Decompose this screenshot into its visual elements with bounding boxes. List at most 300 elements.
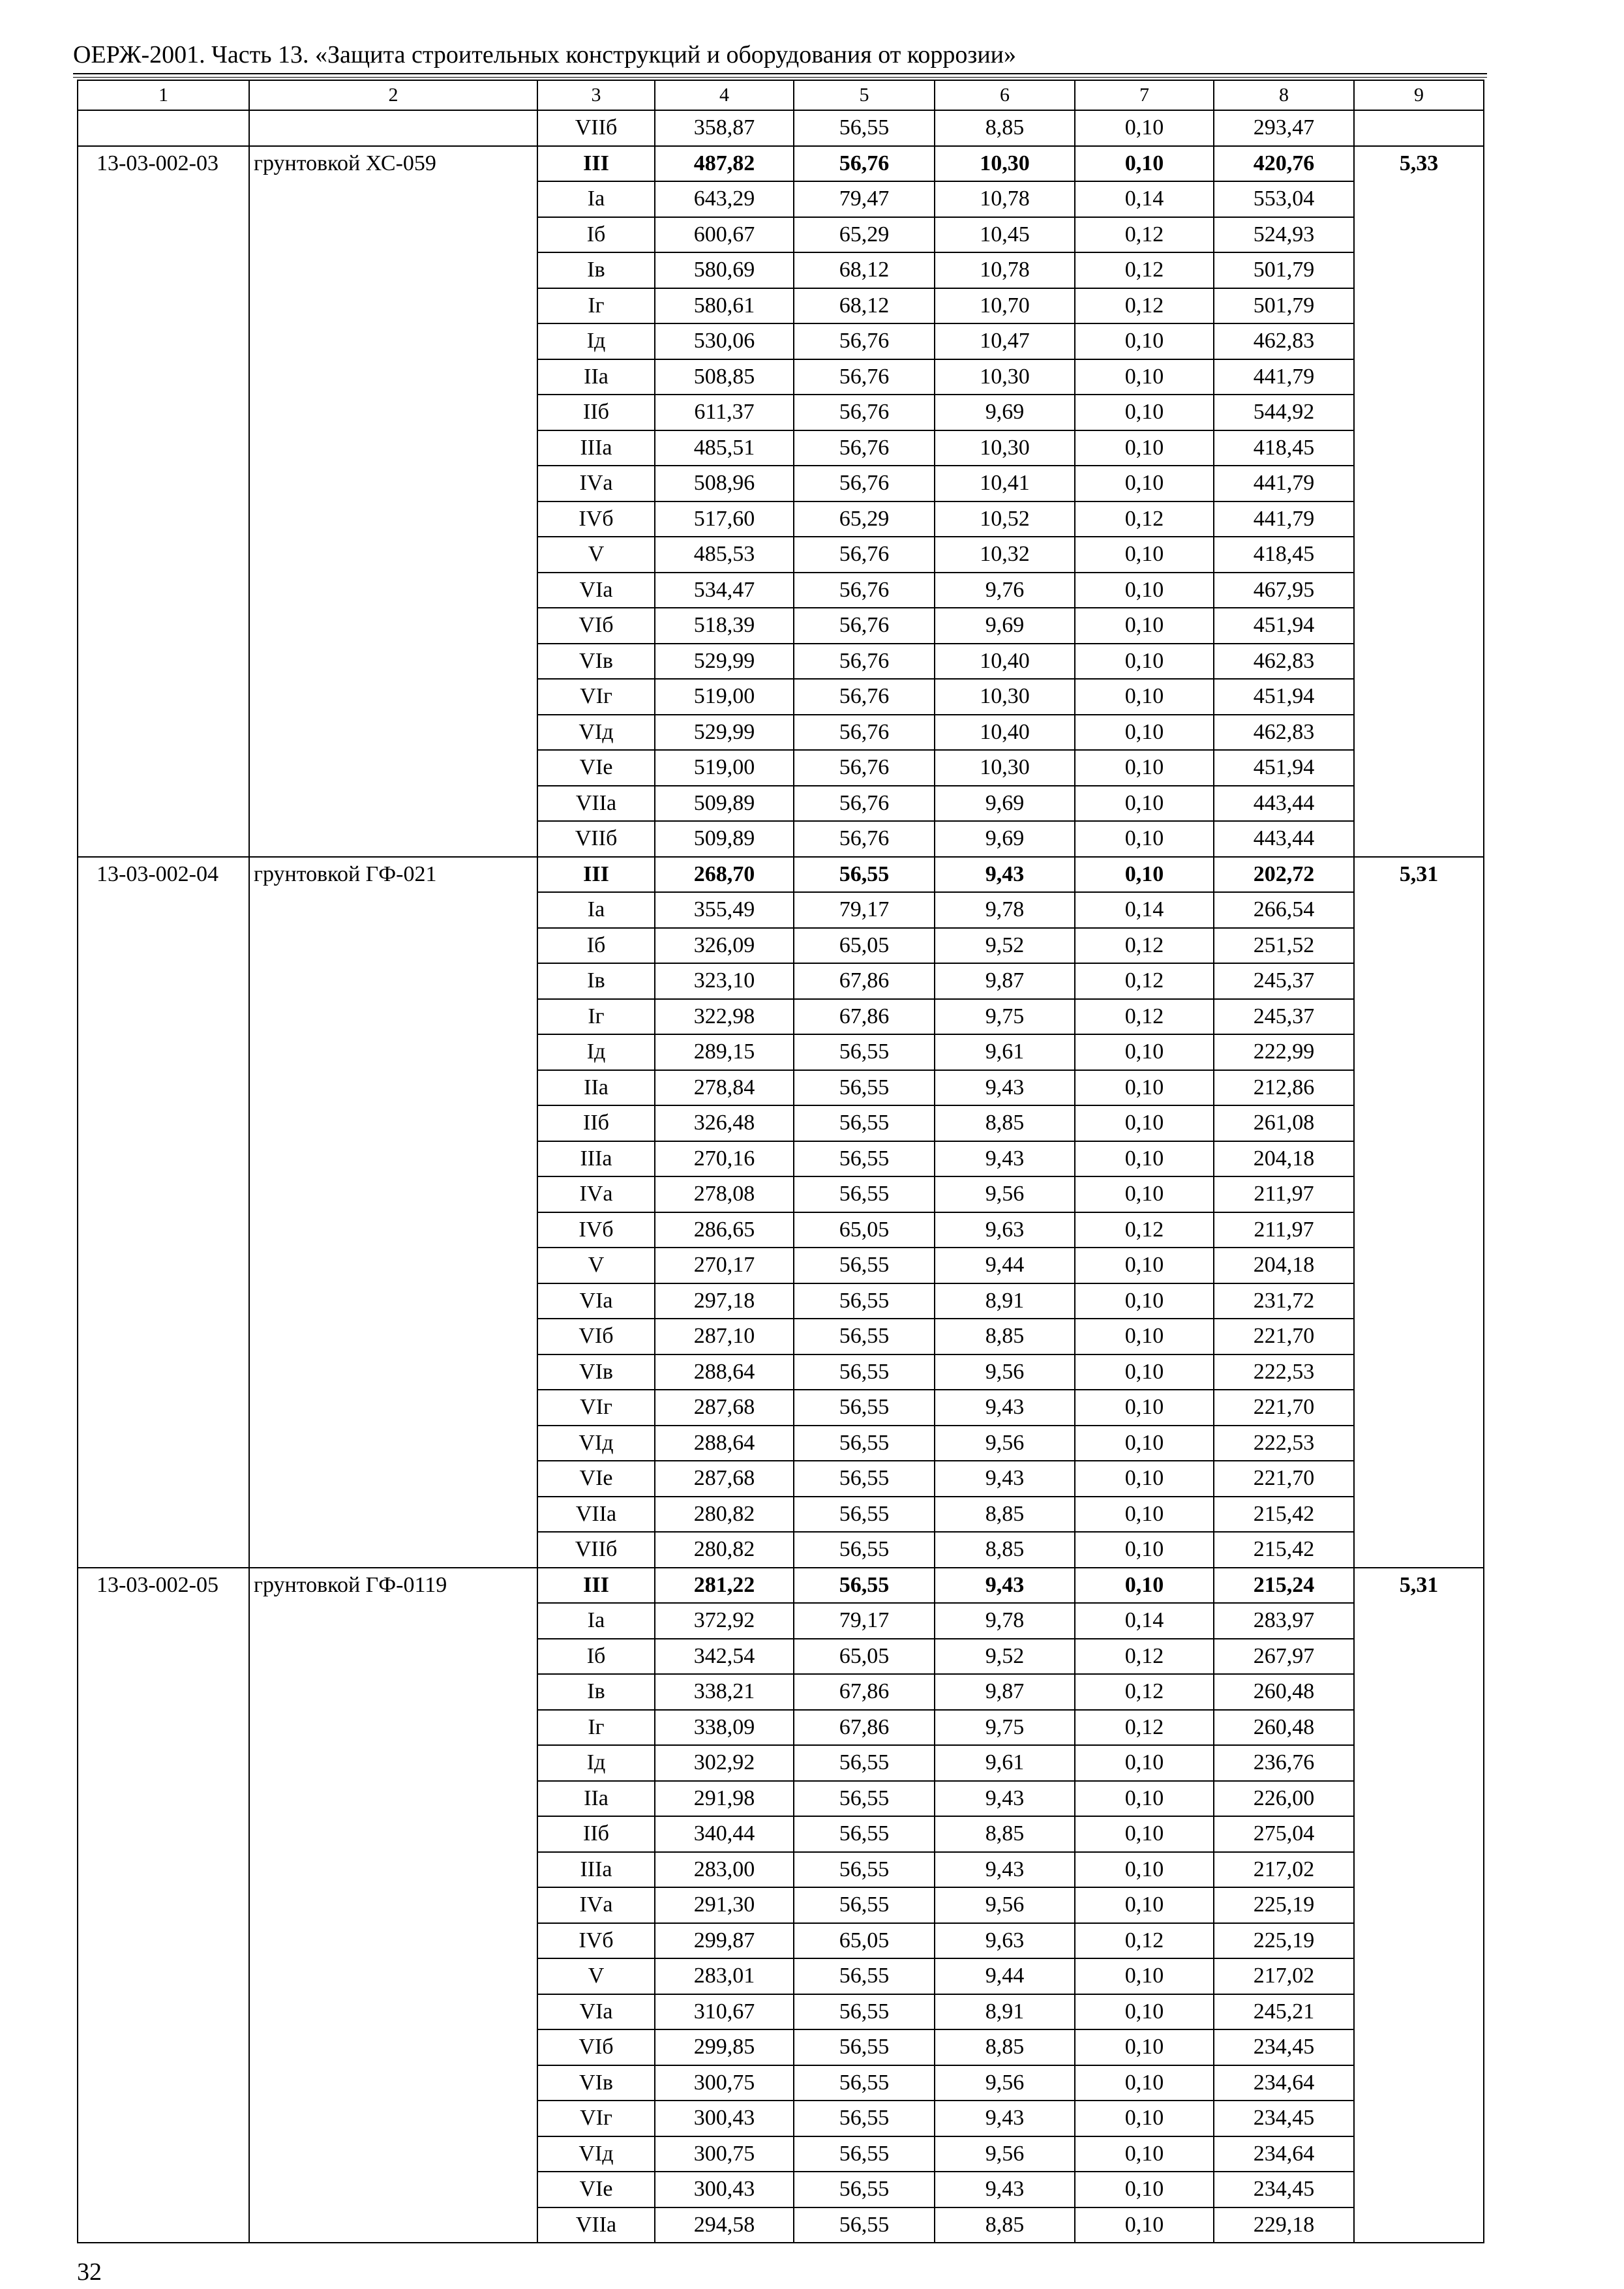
value-cell: 9,56 (935, 1176, 1075, 1212)
page-header-title: ОЕРЖ-2001. Часть 13. «Защита строительных конструкций и оборудования от коррозии» (73, 41, 1017, 68)
resource-code: 13-03-002-04 (78, 857, 249, 1568)
value-cell: 9,52 (935, 1639, 1075, 1675)
value-cell: 234,64 (1214, 2065, 1354, 2101)
value-cell: 65,29 (794, 217, 935, 253)
value-cell: 0,12 (1075, 928, 1214, 964)
value-cell: 0,10 (1075, 679, 1214, 715)
zone-cell: IVб (537, 1923, 655, 1959)
zone-cell: VIа (537, 1994, 655, 2030)
value-cell: 8,91 (935, 1283, 1075, 1319)
zone-cell: Iв (537, 1674, 655, 1710)
value-cell: 9,61 (935, 1034, 1075, 1070)
value-cell: 56,76 (794, 359, 935, 395)
value-cell: 519,00 (655, 679, 794, 715)
value-cell: 283,00 (655, 1852, 794, 1888)
name-cell (249, 110, 537, 146)
value-cell: 56,55 (794, 1354, 935, 1390)
zone-cell: Iд (537, 323, 655, 359)
value-cell: 0,10 (1075, 1994, 1214, 2030)
value-cell: 9,43 (935, 1390, 1075, 1426)
value-cell: 509,89 (655, 786, 794, 822)
value-cell: 9,75 (935, 1710, 1075, 1746)
value-cell: 9,69 (935, 395, 1075, 430)
value-cell: 0,10 (1075, 1781, 1214, 1817)
zone-cell: IIб (537, 1105, 655, 1141)
value-cell: 0,10 (1075, 1354, 1214, 1390)
value-cell: 0,10 (1075, 573, 1214, 608)
zone-cell: VIб (537, 1319, 655, 1354)
value-cell: 0,10 (1075, 786, 1214, 822)
value-cell: 0,10 (1075, 715, 1214, 751)
value-cell: 231,72 (1214, 1283, 1354, 1319)
value-cell: 0,12 (1075, 252, 1214, 288)
value-cell: 56,76 (794, 644, 935, 680)
value-cell: 9,52 (935, 928, 1075, 964)
value-cell: 509,89 (655, 821, 794, 857)
value-cell: 8,85 (935, 2207, 1075, 2243)
value-cell: 0,10 (1075, 1390, 1214, 1426)
value-cell: 10,52 (935, 501, 1075, 537)
zone-cell: IIIа (537, 430, 655, 466)
value-cell: 65,29 (794, 501, 935, 537)
value-cell: 56,55 (794, 2065, 935, 2101)
value-cell: 9,56 (935, 1354, 1075, 1390)
value-cell: 529,99 (655, 715, 794, 751)
zone-cell: Iб (537, 217, 655, 253)
value-cell: 0,10 (1075, 1070, 1214, 1106)
value-cell: 217,02 (1214, 1852, 1354, 1888)
value-cell: 56,55 (794, 1816, 935, 1852)
value-cell: 9,44 (935, 1958, 1075, 1994)
value-cell: 56,76 (794, 537, 935, 573)
value-cell: 236,76 (1214, 1745, 1354, 1781)
value-cell: 530,06 (655, 323, 794, 359)
value-cell: 56,76 (794, 679, 935, 715)
zone-cell: VIд (537, 715, 655, 751)
value-cell: 0,12 (1075, 1674, 1214, 1710)
value-cell: 56,76 (794, 466, 935, 501)
value-cell: 67,86 (794, 963, 935, 999)
value-cell: 9,43 (935, 1461, 1075, 1497)
value-cell: 0,10 (1075, 1319, 1214, 1354)
value-cell: 79,17 (794, 892, 935, 928)
value-cell: 10,78 (935, 181, 1075, 217)
value-cell: 9,43 (935, 2172, 1075, 2207)
column-number: 7 (1075, 80, 1214, 110)
value-cell: 8,85 (935, 1105, 1075, 1141)
value-cell: 56,55 (794, 1994, 935, 2030)
value-cell: 501,79 (1214, 252, 1354, 288)
value-cell: 9,75 (935, 999, 1075, 1035)
value-cell: 611,37 (655, 395, 794, 430)
value-cell: 0,10 (1075, 1426, 1214, 1461)
value-cell: 451,94 (1214, 750, 1354, 786)
code-cell (78, 110, 249, 146)
value-cell: 10,32 (935, 537, 1075, 573)
value-cell: 225,19 (1214, 1887, 1354, 1923)
table-body (78, 80, 1484, 2243)
column-number: 3 (537, 80, 655, 110)
value-cell: 204,18 (1214, 1141, 1354, 1177)
value-cell: 300,43 (655, 2172, 794, 2207)
value-cell: 56,55 (794, 1958, 935, 1994)
value-cell: 56,55 (794, 2029, 935, 2065)
zone-cell: IIа (537, 1070, 655, 1106)
value-cell: 0,10 (1075, 608, 1214, 644)
value-cell: 451,94 (1214, 679, 1354, 715)
value-cell: 518,39 (655, 608, 794, 644)
value-cell: 300,43 (655, 2101, 794, 2136)
value-cell: 10,30 (935, 679, 1075, 715)
value-cell: 278,84 (655, 1070, 794, 1106)
zone-cell: VIа (537, 1283, 655, 1319)
value-cell: 0,10 (1075, 644, 1214, 680)
zone-cell: VIг (537, 679, 655, 715)
value-cell: 299,85 (655, 2029, 794, 2065)
value-cell: 9,43 (935, 1070, 1075, 1106)
table-row (78, 146, 1484, 182)
value-cell: 0,10 (1075, 1958, 1214, 1994)
zone-cell: Iд (537, 1745, 655, 1781)
value-cell: 8,85 (935, 110, 1075, 146)
value-cell: 278,08 (655, 1176, 794, 1212)
value-cell: 323,10 (655, 963, 794, 999)
value-cell: 56,55 (794, 1141, 935, 1177)
value-cell: 10,30 (935, 750, 1075, 786)
value-cell: 0,10 (1075, 1141, 1214, 1177)
value-cell: 0,10 (1075, 2101, 1214, 2136)
zone-cell: VIб (537, 2029, 655, 2065)
value-cell: 0,10 (1075, 466, 1214, 501)
value-cell: 508,85 (655, 359, 794, 395)
column-number: 6 (935, 80, 1075, 110)
zone-cell: Iг (537, 999, 655, 1035)
value-cell: 0,10 (1075, 1852, 1214, 1888)
value-cell: 211,97 (1214, 1212, 1354, 1248)
value-cell: 212,86 (1214, 1070, 1354, 1106)
value-cell: 270,16 (655, 1141, 794, 1177)
zone-cell: VIв (537, 1354, 655, 1390)
zone-cell: Iа (537, 892, 655, 928)
header-rule-thin (73, 77, 1487, 78)
value-cell: 288,64 (655, 1426, 794, 1461)
zone-cell: Iа (537, 181, 655, 217)
value-cell: 281,22 (655, 1568, 794, 1604)
value-cell: 68,12 (794, 288, 935, 324)
value-cell: 287,68 (655, 1461, 794, 1497)
value-cell: 9,43 (935, 1852, 1075, 1888)
value-cell: 56,76 (794, 323, 935, 359)
zone-cell: IIIа (537, 1141, 655, 1177)
value-cell: 310,67 (655, 1994, 794, 2030)
zone-cell: IVа (537, 1887, 655, 1923)
value-cell: 79,47 (794, 181, 935, 217)
resource-name: грунтовкой ГФ-021 (249, 857, 537, 1568)
zone-cell: IVа (537, 466, 655, 501)
value-cell: 9,56 (935, 1426, 1075, 1461)
value-cell: 338,21 (655, 1674, 794, 1710)
value-cell: 56,55 (794, 1390, 935, 1426)
zone-cell: VIIа (537, 786, 655, 822)
value-cell: 56,55 (794, 1248, 935, 1283)
value-cell: 217,02 (1214, 1958, 1354, 1994)
value-cell: 260,48 (1214, 1674, 1354, 1710)
value-cell: 9,78 (935, 1603, 1075, 1639)
value-cell: 0,10 (1075, 146, 1214, 182)
value-cell: 251,52 (1214, 928, 1354, 964)
value-cell: 0,10 (1075, 2207, 1214, 2243)
value-cell: 0,14 (1075, 892, 1214, 928)
zone-cell: Iг (537, 1710, 655, 1746)
zone-cell: IVб (537, 501, 655, 537)
zone-cell: IVб (537, 1212, 655, 1248)
value-cell: 338,09 (655, 1710, 794, 1746)
value-cell: 260,48 (1214, 1710, 1354, 1746)
value-cell: 443,44 (1214, 786, 1354, 822)
value-cell: 9,56 (935, 2065, 1075, 2101)
value-cell: 56,55 (794, 1532, 935, 1568)
value-cell: 9,43 (935, 1568, 1075, 1604)
value-cell: 287,68 (655, 1390, 794, 1426)
column-number: 9 (1354, 80, 1484, 110)
value-cell: 268,70 (655, 857, 794, 893)
resource-code: 13-03-002-03 (78, 146, 249, 857)
value-cell: 0,10 (1075, 1105, 1214, 1141)
value-cell: 9,87 (935, 963, 1075, 999)
zone-cell: VIе (537, 750, 655, 786)
value-cell: 9,43 (935, 1141, 1075, 1177)
value-cell: 300,75 (655, 2136, 794, 2172)
zone-cell: Iд (537, 1034, 655, 1070)
value-cell: 322,98 (655, 999, 794, 1035)
value-cell: 358,87 (655, 110, 794, 146)
zone-cell: IIа (537, 359, 655, 395)
value-cell: 340,44 (655, 1816, 794, 1852)
value-cell: 56,76 (794, 608, 935, 644)
value-cell: 234,64 (1214, 2136, 1354, 2172)
value-cell: 56,55 (794, 1176, 935, 1212)
value-cell: 56,76 (794, 395, 935, 430)
value-cell: 8,85 (935, 2029, 1075, 2065)
value-cell: 222,53 (1214, 1426, 1354, 1461)
zone-cell: IIб (537, 395, 655, 430)
value-cell: 553,04 (1214, 181, 1354, 217)
value-cell: 56,55 (794, 1070, 935, 1106)
value-cell: 0,10 (1075, 537, 1214, 573)
zone-cell: Iв (537, 252, 655, 288)
value-cell: 441,79 (1214, 466, 1354, 501)
zone-cell: VIв (537, 2065, 655, 2101)
value-cell: 462,83 (1214, 323, 1354, 359)
value-cell: 0,10 (1075, 2065, 1214, 2101)
value-cell: 643,29 (655, 181, 794, 217)
value-cell: 10,30 (935, 430, 1075, 466)
value-cell: 9,63 (935, 1923, 1075, 1959)
table-row (78, 857, 1484, 893)
zone-cell: IVа (537, 1176, 655, 1212)
table-row (78, 1568, 1484, 1604)
value-cell: 288,64 (655, 1354, 794, 1390)
zone-cell: III (537, 1568, 655, 1604)
value-cell: 229,18 (1214, 2207, 1354, 2243)
value-cell: 501,79 (1214, 288, 1354, 324)
value-cell: 56,76 (794, 821, 935, 857)
value-cell: 67,86 (794, 1710, 935, 1746)
column-number: 4 (655, 80, 794, 110)
value-cell: 275,04 (1214, 1816, 1354, 1852)
zone-cell: VIа (537, 573, 655, 608)
value-cell: 10,41 (935, 466, 1075, 501)
value-cell: 9,87 (935, 1674, 1075, 1710)
zone-cell: VIг (537, 1390, 655, 1426)
value-cell: 204,18 (1214, 1248, 1354, 1283)
value-cell: 65,05 (794, 1923, 935, 1959)
value-cell: 0,10 (1075, 821, 1214, 857)
value-cell: 8,85 (935, 1319, 1075, 1354)
value-cell: 221,70 (1214, 1319, 1354, 1354)
value-cell: 56,76 (794, 430, 935, 466)
value-cell: 10,70 (935, 288, 1075, 324)
resource-name: грунтовкой ГФ-0119 (249, 1568, 537, 2243)
value-cell: 302,92 (655, 1745, 794, 1781)
value-cell: 215,42 (1214, 1497, 1354, 1533)
value-cell: 56,55 (794, 1887, 935, 1923)
value-cell: 56,55 (794, 1852, 935, 1888)
value-cell: 9,63 (935, 1212, 1075, 1248)
value-cell: 0,10 (1075, 1745, 1214, 1781)
zone-cell: VIе (537, 2172, 655, 2207)
zone-cell: VIIб (537, 1532, 655, 1568)
value-cell: 67,86 (794, 1674, 935, 1710)
value-cell: 0,12 (1075, 963, 1214, 999)
value-cell: 0,14 (1075, 181, 1214, 217)
value-cell: 8,91 (935, 1994, 1075, 2030)
value-cell: 10,78 (935, 252, 1075, 288)
value-cell: 8,85 (935, 1532, 1075, 1568)
zone-cell: Iг (537, 288, 655, 324)
value-cell: 0,14 (1075, 1603, 1214, 1639)
column-number: 1 (78, 80, 249, 110)
value-cell: 287,10 (655, 1319, 794, 1354)
rate-cell: 5,31 (1354, 1568, 1484, 2243)
value-cell: 462,83 (1214, 644, 1354, 680)
value-cell: 56,55 (794, 1497, 935, 1533)
value-cell: 202,72 (1214, 857, 1354, 893)
value-cell: 291,30 (655, 1887, 794, 1923)
value-cell: 355,49 (655, 892, 794, 928)
value-cell: 56,55 (794, 1461, 935, 1497)
value-cell: 56,76 (794, 573, 935, 608)
zone-cell: VIIа (537, 2207, 655, 2243)
value-cell: 56,55 (794, 1745, 935, 1781)
value-cell: 9,44 (935, 1248, 1075, 1283)
value-cell: 300,75 (655, 2065, 794, 2101)
zone-cell: Iб (537, 928, 655, 964)
value-cell: 56,55 (794, 2172, 935, 2207)
value-cell: 0,10 (1075, 2172, 1214, 2207)
zone-cell: Iв (537, 963, 655, 999)
value-cell: 418,45 (1214, 537, 1354, 573)
value-cell: 443,44 (1214, 821, 1354, 857)
value-cell: 420,76 (1214, 146, 1354, 182)
value-cell: 234,45 (1214, 2172, 1354, 2207)
value-cell: 294,58 (655, 2207, 794, 2243)
value-cell: 9,69 (935, 786, 1075, 822)
resource-code: 13-03-002-05 (78, 1568, 249, 2243)
value-cell: 0,10 (1075, 2029, 1214, 2065)
value-cell: 0,12 (1075, 1923, 1214, 1959)
value-cell: 289,15 (655, 1034, 794, 1070)
value-cell: 9,78 (935, 892, 1075, 928)
value-cell: 10,30 (935, 146, 1075, 182)
value-cell: 56,55 (794, 1781, 935, 1817)
value-cell: 56,55 (794, 2207, 935, 2243)
value-cell: 9,43 (935, 1781, 1075, 1817)
value-cell: 372,92 (655, 1603, 794, 1639)
value-cell: 299,87 (655, 1923, 794, 1959)
value-cell: 0,12 (1075, 1710, 1214, 1746)
value-cell: 286,65 (655, 1212, 794, 1248)
zone-cell: VIг (537, 2101, 655, 2136)
value-cell: 221,70 (1214, 1461, 1354, 1497)
zone-cell: Iа (537, 1603, 655, 1639)
value-cell: 0,10 (1075, 1532, 1214, 1568)
zone-cell: VIIб (537, 110, 655, 146)
zone-cell: Iб (537, 1639, 655, 1675)
value-cell: 462,83 (1214, 715, 1354, 751)
value-cell: 226,00 (1214, 1781, 1354, 1817)
value-cell: 245,37 (1214, 999, 1354, 1035)
value-cell: 56,55 (794, 857, 935, 893)
value-cell: 215,24 (1214, 1568, 1354, 1604)
value-cell: 9,56 (935, 1887, 1075, 1923)
value-cell: 297,18 (655, 1283, 794, 1319)
value-cell: 0,10 (1075, 857, 1214, 893)
value-cell: 10,30 (935, 359, 1075, 395)
value-cell: 9,69 (935, 821, 1075, 857)
value-cell: 65,05 (794, 1639, 935, 1675)
zone-cell: VIд (537, 2136, 655, 2172)
value-cell: 0,12 (1075, 501, 1214, 537)
value-cell: 326,48 (655, 1105, 794, 1141)
value-cell: 0,10 (1075, 1034, 1214, 1070)
value-cell: 10,45 (935, 217, 1075, 253)
value-cell: 283,01 (655, 1958, 794, 1994)
value-cell: 529,99 (655, 644, 794, 680)
value-cell: 0,10 (1075, 1497, 1214, 1533)
value-cell: 342,54 (655, 1639, 794, 1675)
value-cell: 0,12 (1075, 288, 1214, 324)
value-cell: 56,76 (794, 750, 935, 786)
value-cell: 56,55 (794, 1283, 935, 1319)
value-cell: 245,37 (1214, 963, 1354, 999)
value-cell: 0,10 (1075, 430, 1214, 466)
value-cell: 56,76 (794, 146, 935, 182)
value-cell: 467,95 (1214, 573, 1354, 608)
value-cell: 0,12 (1075, 1212, 1214, 1248)
value-cell: 451,94 (1214, 608, 1354, 644)
value-cell: 418,45 (1214, 430, 1354, 466)
value-cell: 10,40 (935, 644, 1075, 680)
value-cell: 9,69 (935, 608, 1075, 644)
value-cell: 56,55 (794, 1426, 935, 1461)
zone-cell: III (537, 857, 655, 893)
value-cell: 267,97 (1214, 1639, 1354, 1675)
value-cell: 261,08 (1214, 1105, 1354, 1141)
value-cell: 600,67 (655, 217, 794, 253)
value-cell: 524,93 (1214, 217, 1354, 253)
value-cell: 245,21 (1214, 1994, 1354, 2030)
